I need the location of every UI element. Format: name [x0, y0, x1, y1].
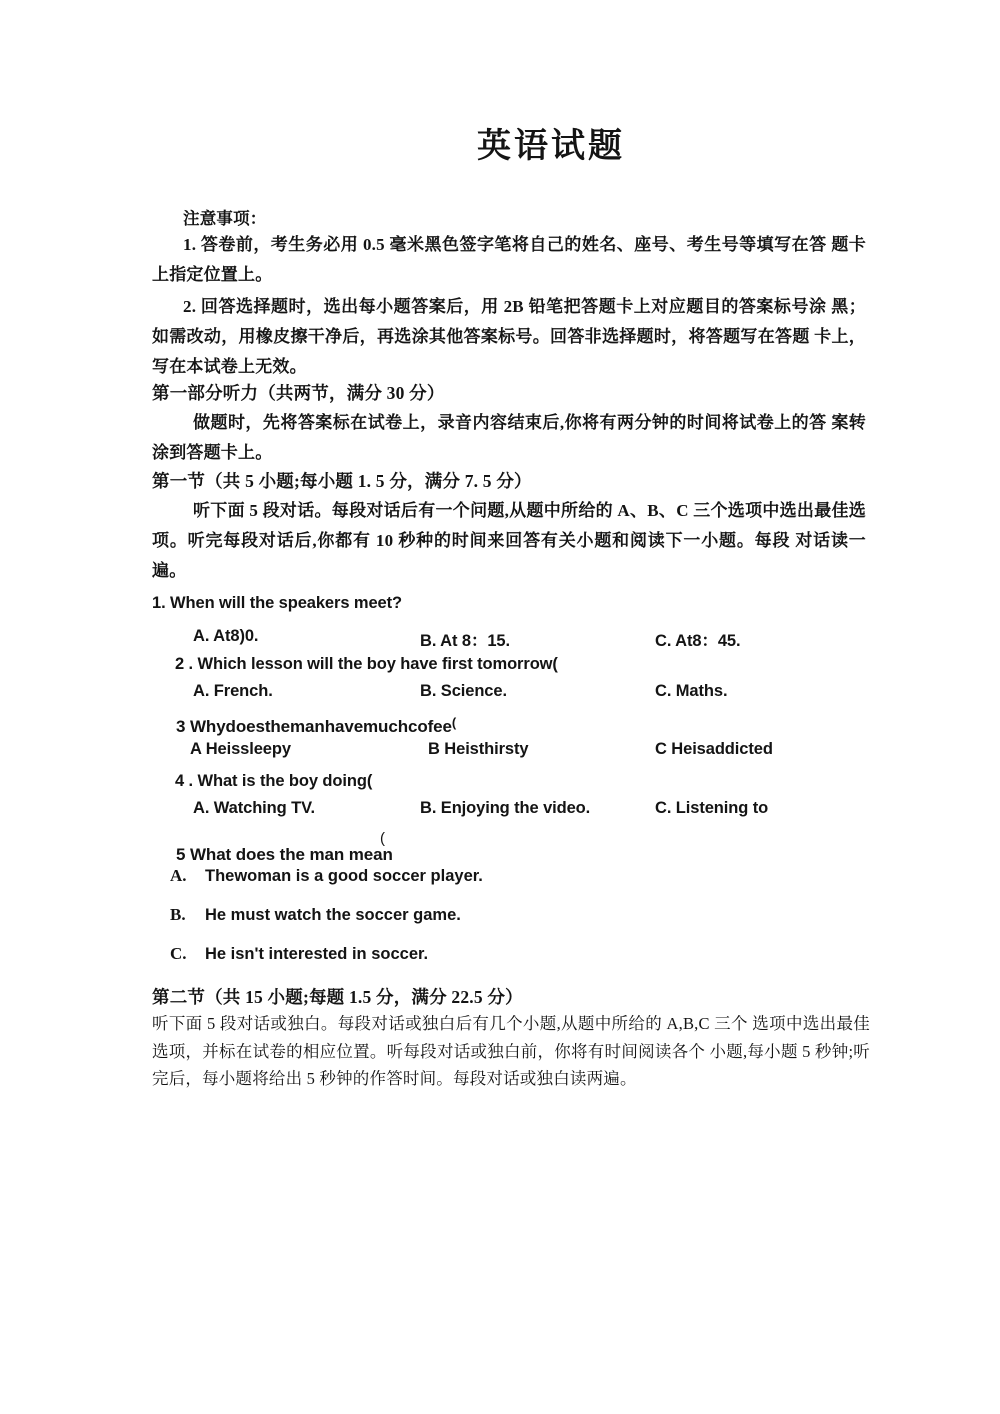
q3-option-c: C Heisaddicted — [655, 740, 773, 758]
question-2-options — [152, 682, 912, 706]
section2-heading: 第二节（共 15 小题;每题 1.5 分，满分 22.5 分） — [152, 987, 523, 1007]
q4-option-c: C. Listening to — [655, 799, 769, 817]
q5-option-b-letter: B. — [170, 905, 186, 924]
section2-intro: 听下面 5 段对话或独白。每段对话或独白后有几个小题,从题中所给的 A,B,C 三个 选项中选出最佳选项，并标在试卷的相应位置。听每段对话或独白前，你将有时间阅读各个 小题,每小题 5 秒钟;听完后，每小题将给出 5 秒钟的作答时间。每段对话或独白读两遍。 — [152, 1014, 870, 1088]
q1-option-a: A. At8)0. — [193, 627, 259, 645]
notice-item-2: 2. 回答选择题时，选出每小题答案后，用 2B 铅笔把答题卡上对应题目的答案标号涂 黑；如需改动，用橡皮擦干净后，再选涂其他答案标号。回答非选择题时，将答题写在答题 卡上，写在本试卷上无效。 — [152, 297, 866, 376]
part1-intro: 做题时，先将答案标在试卷上，录音内容结束后,你将有两分钟的时间将试卷上的答 案转涂到答题卡上。 — [152, 413, 866, 462]
q5-option-b — [170, 905, 770, 925]
part1-heading: 第一部分听力（共两节，满分 30 分） — [152, 383, 445, 403]
q5-option-c — [170, 944, 770, 964]
q5-option-c-letter: C. — [170, 944, 187, 963]
q5-option-c-text: He isn't interested in soccer. — [205, 945, 429, 963]
q3-option-a: A Heissleepy — [190, 740, 291, 758]
exam-paper-page: 英语试题 注意事项： 1. 答卷前，考生务必用 0.5 毫米黑色签字笔将自己的姓名、座号、考生号等填写在答 题卡上指定位置上。 2. 回答选择题时，选出每小题答案后，用 2B 铅笔把答题卡上对应题目的答案标号涂 黑；如需改动，用橡皮擦干净后，再选涂其他答案标号。回答非选择题时，将答题写在答题 卡上，写在本试卷上无效。 第一部分听力（共两节，满分 30 分） 做题时，先将答案标在试卷上，录音内容结束后,你将有两分钟的时间将试卷上的答 案转涂到答题卡上。 第一节（共 5 小题;每小题 1. 5 分，满分 7. 5 分） 听下面 5 段对话。每段对话后有一个问题,从题中所给的 A、B、C 三个选项中选出最佳选项。听完每段对话后,你都有 10 秒种的时间来回答有关小题和阅读下一小题。每段 对话读一遍。 1. When will the speakers meet? A. At8)0. B. At 8：15. C. At8：45. 2 . Which lesson will the boy have first tomorrow( A. French. B. Science. C. Maths. 3 Whydoesthemanhavemuchcofee( A Heissleepy B Heisthirsty C Heisaddicted 4 . What is the boy doing( A. Watching TV. B. Enjoying the video. C. Listening to 5 What does the man mean ( A. Thewoman is a good soccer player. B. He must watch the soccer game. C. He isn't interested in soccer. 第二节（共 15 小题;每题 1.5 分，满分 22.5 分） 听下面 5 段对话或独白。每段对话或独白后有几个小题,从题中所给的 A,B,C 三个 选项中选出最佳选项，并标在试卷的相应位置。听每段对话或独白前，你将有时间阅读各个 小题,每小题 5 秒钟;听完后，每小题将给出 5 秒钟的作答时间。每段对话或独白读两遍。 — [0, 0, 1000, 1414]
q2-option-b: B. Science. — [420, 682, 507, 700]
q1-option-c: C. At8：45. — [655, 632, 741, 650]
q3-superscript-paren: ( — [451, 715, 457, 730]
question-3-options — [152, 740, 912, 764]
q4-option-b: B. Enjoying the video. — [420, 799, 591, 817]
notice-item-1: 1. 答卷前，考生务必用 0.5 毫米黑色签字笔将自己的姓名、座号、考生号等填写在答 题卡上指定位置上。 — [152, 235, 866, 284]
question-3-text-clipped — [176, 714, 596, 735]
q5-option-a-text: Thewoman is a good soccer player. — [205, 867, 483, 885]
question-4-text: 4 . What is the boy doing( — [175, 772, 373, 790]
q5-option-a-letter: A. — [170, 866, 187, 885]
q5-text: 5 What does the man mean — [176, 845, 393, 864]
q3-option-b: B Heisthirsty — [428, 740, 529, 758]
question-1-options — [152, 627, 912, 651]
question-4-options — [152, 799, 912, 823]
q1-option-b: B. At 8：15. — [420, 632, 510, 650]
section1-heading: 第一节（共 5 小题;每小题 1. 5 分，满分 7. 5 分） — [152, 471, 532, 491]
q5-option-a — [170, 866, 770, 886]
q2-option-a: A. French. — [193, 682, 273, 700]
question-2-text: 2 . Which lesson will the boy have first tomorrow( — [175, 655, 558, 673]
q4-option-a: A. Watching TV. — [193, 799, 315, 817]
q2-option-c: C. Maths. — [655, 682, 728, 700]
section1-intro: 听下面 5 段对话。每段对话后有一个问题,从题中所给的 A、B、C 三个选项中选出最佳选项。听完每段对话后,你都有 10 秒种的时间来回答有关小题和阅读下一小题。每段 对话读一遍。 — [152, 501, 866, 580]
notice-heading: 注意事项： — [183, 209, 267, 228]
question-1-text: 1. When will the speakers meet? — [152, 594, 402, 612]
q5-option-b-text: He must watch the soccer game. — [205, 906, 461, 924]
page-title: 英语试题 — [477, 127, 625, 165]
q3-text: 3 Whydoesthemanhavemuchcofee — [176, 717, 452, 736]
